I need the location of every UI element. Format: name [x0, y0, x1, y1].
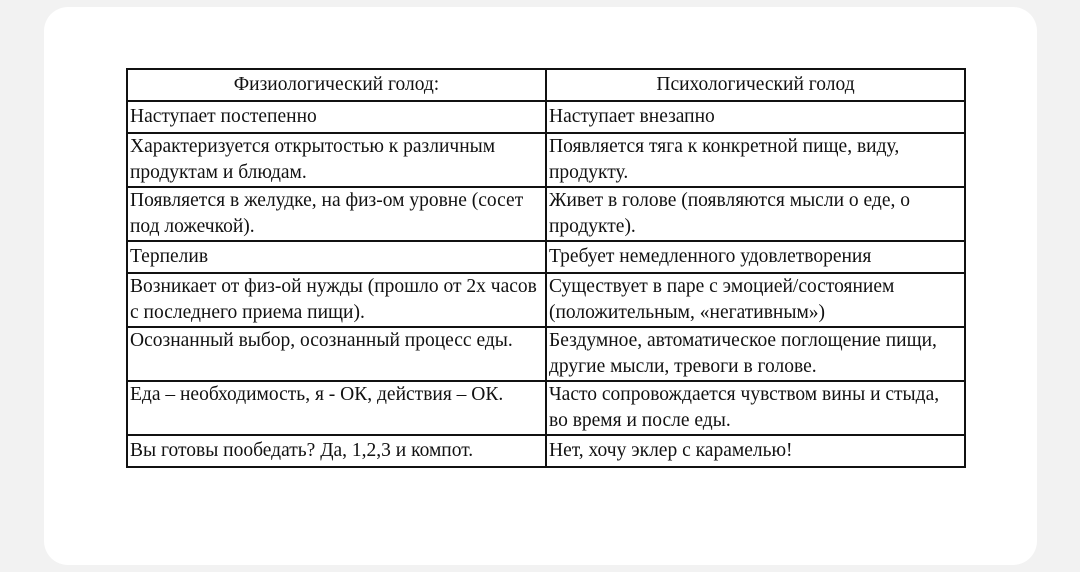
hunger-comparison-table [126, 68, 966, 468]
table-row [127, 241, 965, 273]
table-row [127, 101, 965, 133]
physiological-cell: Еда – необходимость, я - ОК, действия – ОК. [127, 381, 546, 435]
psychological-cell: Бездумное, автоматическое поглощение пищи, другие мысли, тревоги в голове. [546, 327, 965, 381]
psychological-cell: Существует в паре с эмоцией/состоянием (положительным, «негативным») [546, 273, 965, 327]
psychological-cell: Появляется тяга к конкретной пище, виду, продукту. [546, 133, 965, 187]
table-row [127, 187, 965, 241]
table-row [127, 133, 965, 187]
psychological-cell: Нет, хочу эклер с карамелью! [546, 435, 965, 467]
table-row [127, 381, 965, 435]
physiological-cell: Возникает от физ-ой нужды (прошло от 2х часов с последнего приема пищи). [127, 273, 546, 327]
physiological-cell: Появляется в желудке, на физ-ом уровне (сосет под ложечкой). [127, 187, 546, 241]
physiological-cell: Осознанный выбор, осознанный процесс еды. [127, 327, 546, 381]
physiological-cell: Вы готовы пообедать? Да, 1,2,3 и компот. [127, 435, 546, 467]
table-row [127, 273, 965, 327]
psychological-cell: Требует немедленного удовлетворения [546, 241, 965, 273]
physiological-cell: Терпелив [127, 241, 546, 273]
physiological-cell: Наступает постепенно [127, 101, 546, 133]
table-row [127, 435, 965, 467]
header-psychological-hunger: Психологический голод [546, 69, 965, 101]
header-physiological-hunger: Физиологический голод: [127, 69, 546, 101]
psychological-cell: Часто сопровождается чувством вины и стыда, во время и после еды. [546, 381, 965, 435]
table-row [127, 327, 965, 381]
physiological-cell: Характеризуется открытостью к различным продуктам и блюдам. [127, 133, 546, 187]
table-header-row [127, 69, 965, 101]
psychological-cell: Живет в голове (появляются мысли о еде, о продукте). [546, 187, 965, 241]
psychological-cell: Наступает внезапно [546, 101, 965, 133]
